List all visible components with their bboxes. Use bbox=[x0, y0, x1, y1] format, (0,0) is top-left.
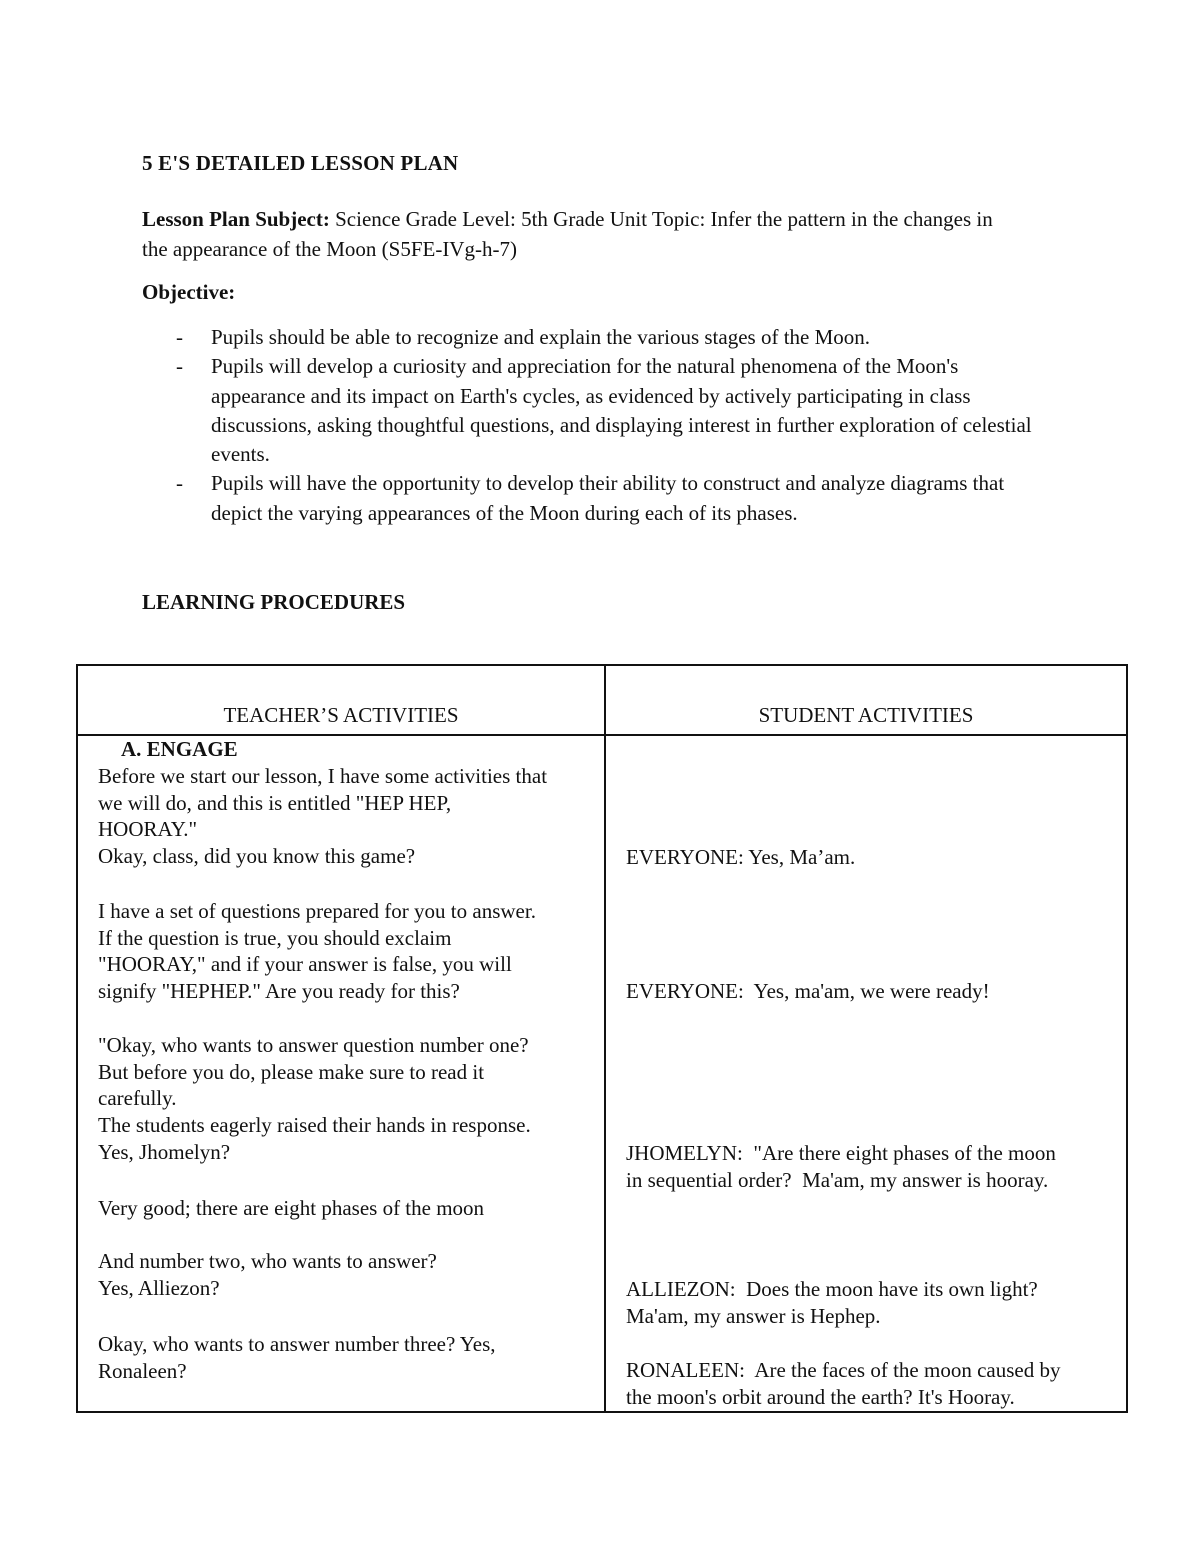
objective-item bbox=[142, 323, 1042, 352]
teacher-block: Very good; there are eight phases of the moon bbox=[98, 1196, 485, 1220]
student-block: EVERYONE: Yes, Ma’am. bbox=[626, 845, 856, 869]
student-activities-cell bbox=[605, 735, 1127, 1412]
subject-label: Lesson Plan Subject: bbox=[142, 207, 330, 231]
teacher-block: Before we start our lesson, I have some activities that we will do, and this is entitled "HEP HEP, HOORAY." Okay, class, did you know this game? bbox=[98, 764, 548, 869]
teacher-activities-cell bbox=[77, 735, 605, 1412]
student-block: RONALEEN: Are the faces of the moon caused by the moon's orbit around the earth? It's Hooray. bbox=[626, 1358, 1061, 1409]
engage-label: A. ENGAGE bbox=[121, 737, 238, 761]
objective-item bbox=[142, 352, 1042, 469]
teacher-block: Okay, who wants to answer number three? Yes, Ronaleen? bbox=[98, 1332, 496, 1383]
student-activities-header: STUDENT ACTIVITIES bbox=[605, 665, 1127, 735]
objective-heading: Objective: bbox=[142, 280, 236, 304]
subject-text: Science Grade Level: 5th Grade Unit Topic: Infer the pattern in the changes in the appearance of the Moon (S5FE-IVg-h-7) bbox=[142, 207, 993, 261]
bullet-dash: - bbox=[176, 471, 183, 496]
teacher-block: And number two, who wants to answer? Yes, Alliezon? bbox=[98, 1249, 437, 1300]
document-title: 5 E'S DETAILED LESSON PLAN bbox=[142, 151, 459, 175]
learning-procedures-heading: LEARNING PROCEDURES bbox=[142, 590, 406, 614]
lesson-subject-paragraph bbox=[142, 204, 1022, 264]
teacher-block: I have a set of questions prepared for you to answer. If the question is true, you should exclaim "HOORAY," and if your answer is false, you will signify "HEPHEP." Are you ready for this? bbox=[98, 899, 536, 1004]
objective-text: Pupils will have the opportunity to develop their ability to construct and analyze diagrams that depict the varying appearances of the Moon during each of its phases. bbox=[211, 471, 1005, 525]
objective-text: Pupils will develop a curiosity and appreciation for the natural phenomena of the Moon's appearance and its impact on Earth's cycles, as evidenced by actively participating in class discussions, asking thoughtful questions, and displaying interest in further exploration of celestial events. bbox=[211, 354, 1032, 467]
student-block: EVERYONE: Yes, ma'am, we were ready! bbox=[626, 979, 990, 1003]
bullet-dash: - bbox=[176, 354, 183, 379]
bullet-dash: - bbox=[176, 325, 183, 349]
activities-table bbox=[76, 664, 1128, 1413]
table-row bbox=[77, 735, 1127, 1412]
objective-text: Pupils should be able to recognize and explain the various stages of the Moon. bbox=[211, 325, 871, 349]
objective-item bbox=[142, 469, 1042, 528]
objectives-list bbox=[142, 323, 1042, 528]
student-block: JHOMELYN: "Are there eight phases of the moon in sequential order? Ma'am, my answer is hooray. bbox=[626, 1141, 1056, 1192]
teacher-block: "Okay, who wants to answer question number one? But before you do, please make sure to read it carefully. The students eagerly raised their hands in response. Yes, Jhomelyn? bbox=[98, 1033, 531, 1164]
table-header-row bbox=[77, 665, 1127, 735]
teacher-activities-header: TEACHER’S ACTIVITIES bbox=[77, 665, 605, 735]
student-block: ALLIEZON: Does the moon have its own light? Ma'am, my answer is Hephep. bbox=[626, 1277, 1038, 1328]
